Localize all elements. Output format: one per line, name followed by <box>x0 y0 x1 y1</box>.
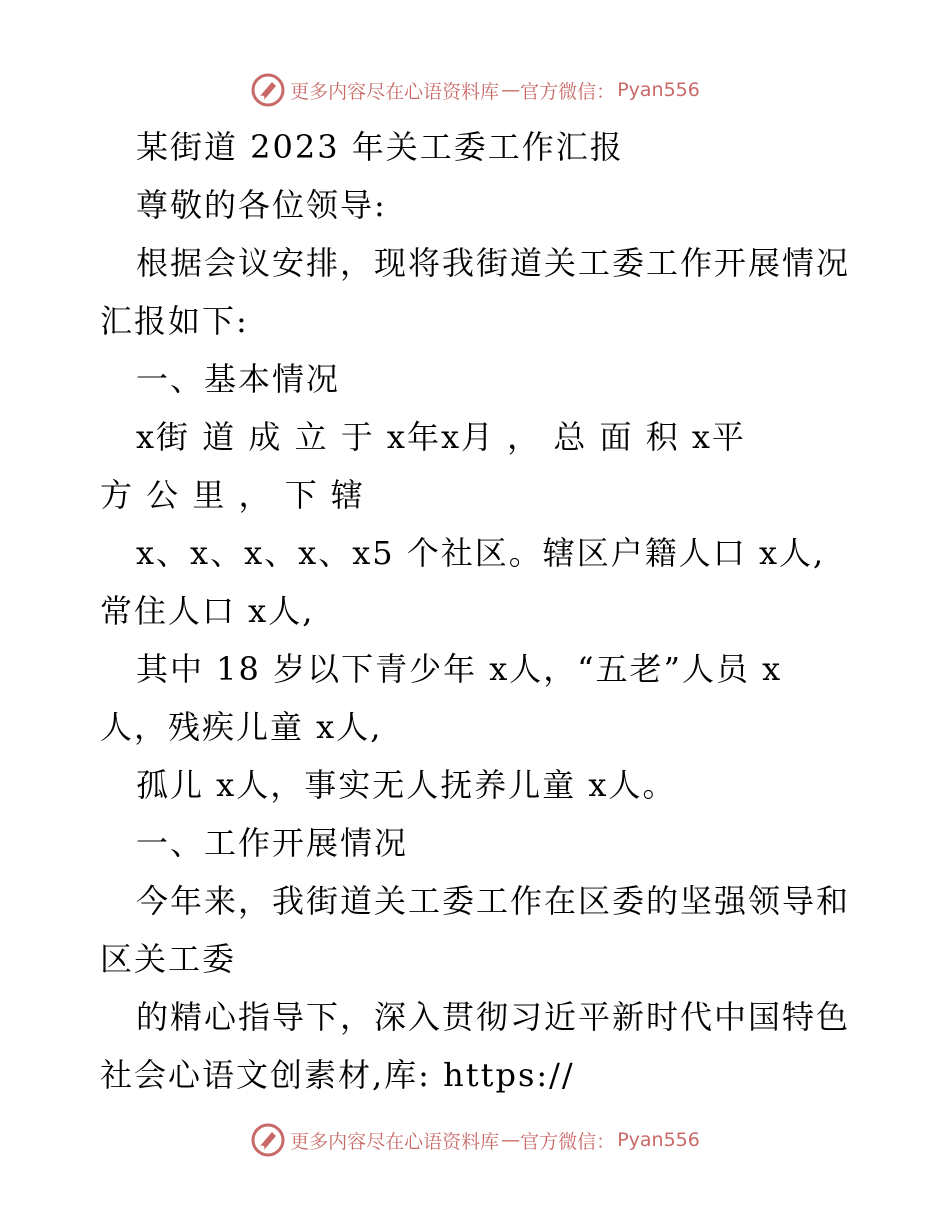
paragraph-line: x、x、x、x、x5 个社区。辖区户籍人口 x人, <box>136 534 826 572</box>
document-title: 某街道 2023 年关工委工作汇报 <box>136 128 624 166</box>
pen-logo-icon <box>250 72 286 108</box>
paragraph-line: 社会心语文创素材,库: https:// <box>100 1056 575 1094</box>
header-watermark <box>0 70 950 110</box>
paragraph-line: 人，残疾儿童 x人, <box>100 708 383 746</box>
paragraph-line: 今年来，我街道关工委工作在区委的坚强领导和 <box>136 882 851 920</box>
paragraph-line: 区关工委 <box>100 940 237 978</box>
paragraph-line: 的精心指导下，深入贯彻习近平新时代中国特色 <box>136 998 851 1036</box>
watermark-handle: Pyan556 <box>617 1129 700 1151</box>
footer-watermark <box>0 1120 950 1160</box>
paragraph-line: 方 公 里 ， 下 辖 <box>100 476 365 514</box>
document-body <box>100 118 860 1104</box>
paragraph-line: 其中 18 岁以下青少年 x人，“五老”人员 x <box>136 650 783 688</box>
salutation: 尊敬的各位领导: <box>136 186 387 224</box>
paragraph-line: 汇报如下: <box>100 302 249 340</box>
paragraph-line: 根据会议安排，现将我街道关工委工作开展情况 <box>136 244 851 282</box>
pen-logo-icon <box>250 1122 286 1158</box>
watermark-separator: — <box>501 79 519 101</box>
watermark-separator: — <box>501 1129 519 1151</box>
section-heading: 一、工作开展情况 <box>136 824 409 862</box>
paragraph-line: 孤儿 x人，事实无人抚养儿童 x人。 <box>136 766 677 804</box>
watermark-handle: Pyan556 <box>617 79 700 101</box>
watermark-label: 官方微信： <box>520 1130 616 1153</box>
watermark-text: 更多内容尽在心语资料库 <box>290 80 500 103</box>
section-heading: 一、基本情况 <box>136 360 341 398</box>
paragraph-line: 常住人口 x人, <box>100 592 315 630</box>
paragraph-line: x街 道 成 立 于 x年x月 ， 总 面 积 x平 <box>136 418 746 456</box>
watermark-text: 更多内容尽在心语资料库 <box>290 1130 500 1153</box>
watermark-label: 官方微信： <box>520 80 616 103</box>
